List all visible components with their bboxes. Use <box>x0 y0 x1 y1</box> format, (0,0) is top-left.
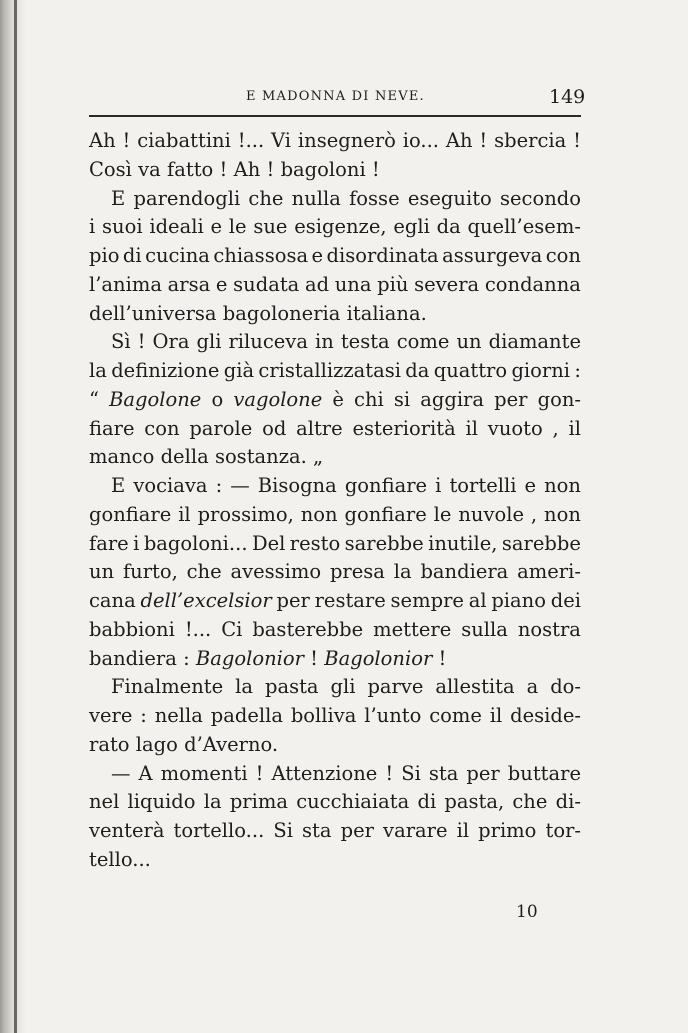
text-line: vere : nella padella bolliva l’unto come il deside- <box>89 704 581 727</box>
page-number: 149 <box>549 86 586 108</box>
text-line: rato lago d’Averno. <box>89 732 279 756</box>
text-line: tello... <box>89 847 151 871</box>
text-line: venterà tortello... Si sta per varare il primo tor- <box>89 819 581 842</box>
text-line: nel liquido la prima cucchiaiata di pasta, che di- <box>89 790 581 814</box>
text-line: un furto, che avessimo presa la bandiera ameri- <box>89 560 581 584</box>
text-line: l’anima arsa e sudata ad una più severa condanna <box>89 272 581 296</box>
text-line: E vociava : — Bisogna gonfiare i tortelli e non <box>111 474 581 497</box>
text-line: Ah ! ciabattini !... Vi insegnerò io... Ah ! sbercia ! <box>89 129 581 152</box>
text-line: — A momenti ! Attenzione ! Si sta per buttare <box>111 761 581 785</box>
text-line: Sì ! Ora gli riluceva in testa come un diamante <box>111 330 581 354</box>
text-line: Così va fatto ! Ah ! bagoloni ! <box>89 157 380 181</box>
text-line: fiare con parole od altre esteriorità il vuoto , il <box>89 416 581 440</box>
text-line: bandiera : Bagolonior ! Bagolonior ! <box>89 646 447 670</box>
header-rule <box>89 115 581 117</box>
running-title: E MADONNA DI NEVE. <box>246 89 425 104</box>
text-line: pio di cucina chiassosa e disordinata assurgeva con <box>89 244 581 267</box>
body-text <box>89 127 581 875</box>
text-line: fare i bagoloni... Del resto sarebbe inutile, sarebbe <box>89 531 581 555</box>
text-line: la definizione già cristallizzatasi da quattro giorni : <box>89 359 581 382</box>
text-line: babbioni !... Ci basterebbe mettere sulla nostra <box>89 617 581 641</box>
text-line: dell’universa bagoloneria italiana. <box>89 301 427 325</box>
binding-gutter-shadow <box>0 0 26 1033</box>
text-line: manco della sostanza. „ <box>89 445 324 469</box>
signature-mark: 10 <box>516 902 538 922</box>
binding-gutter-line <box>14 0 17 1033</box>
text-line: “ Bagolone o vagolone è chi si aggira per gon- <box>89 387 581 411</box>
text-line: gonfiare il prossimo, non gonfiare le nuvole , non <box>89 502 581 526</box>
text-line: E parendogli che nulla fosse eseguito secondo <box>111 186 581 210</box>
text-line: i suoi ideali e le sue esigenze, egli da quell’esem- <box>89 215 581 239</box>
text-line: Finalmente la pasta gli parve allestita a do- <box>111 675 581 699</box>
text-line: cana dell’excelsior per restare sempre al piano dei <box>89 589 581 612</box>
